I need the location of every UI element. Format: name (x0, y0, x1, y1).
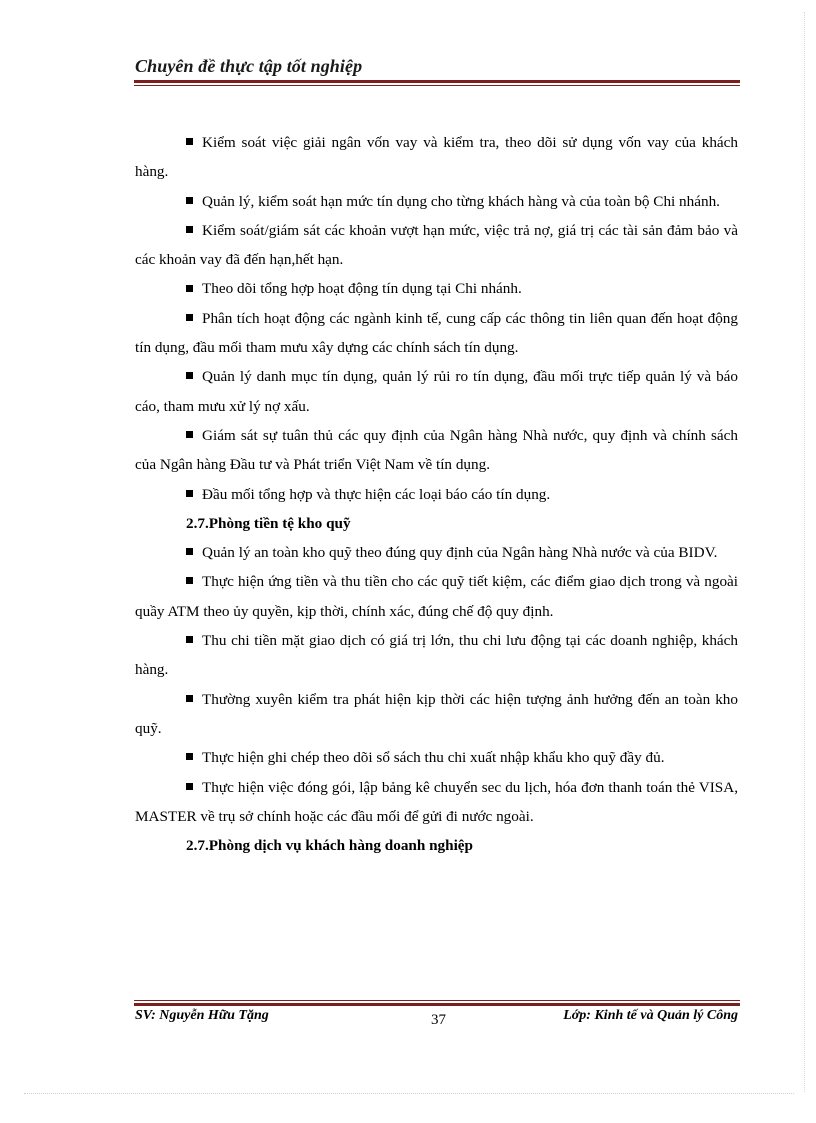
square-bullet-icon (186, 636, 193, 643)
bullet-paragraph: Quản lý, kiểm soát hạn mức tín dụng cho từng khách hàng và của toàn bộ Chi nhánh. (135, 187, 738, 216)
page-footer (135, 1008, 738, 1032)
square-bullet-icon (186, 783, 193, 790)
footer-student-name: SV: Nguyễn Hữu Tặng (135, 1008, 269, 1023)
footer-rule (134, 1000, 740, 1006)
bullet-paragraph: Thu chi tiền mặt giao dịch có giá trị lớn, thu chi lưu động tại các doanh nghiệp, khách hàng. (135, 632, 738, 679)
bullet-paragraph: Kiểm soát việc giải ngân vốn vay và kiểm tra, theo dõi sử dụng vốn vay của khách hàng. (135, 134, 738, 181)
square-bullet-icon (186, 548, 193, 555)
square-bullet-icon (186, 490, 193, 497)
square-bullet-icon (186, 138, 193, 145)
bullet-paragraph: Thực hiện việc đóng gói, lập bảng kê chuyển sec du lịch, hóa đơn thanh toán thẻ VISA, MASTER về trụ sở chính hoặc các đầu mối để gửi đi nước ngoài. (135, 778, 738, 825)
page-right-margin-line (804, 12, 805, 1092)
page-number: 37 (431, 1012, 446, 1028)
header-rule (134, 80, 740, 86)
bullet-paragraph: Quản lý an toàn kho quỹ theo đúng quy định của Ngân hàng Nhà nước và của BIDV. (135, 538, 738, 567)
square-bullet-icon (186, 285, 193, 292)
bullet-paragraph: Phân tích hoạt động các ngành kinh tế, cung cấp các thông tin liên quan đến hoạt động tín dụng, đầu mối tham mưu xây dựng các chính sách tín dụng. (135, 309, 738, 357)
square-bullet-icon (186, 226, 193, 233)
bullet-paragraph: Quản lý danh mục tín dụng, quản lý rủi ro tín dụng, đầu mối trực tiếp quản lý và báo cáo, tham mưu xử lý nợ xấu. (135, 368, 738, 415)
footer-class-name: Lớp: Kinh tế và Quản lý Công (563, 1008, 738, 1023)
bullet-paragraph: Thực hiện ghi chép theo dõi sổ sách thu chi xuất nhập khẩu kho quỹ đầy đủ. (135, 743, 738, 772)
square-bullet-icon (186, 372, 193, 379)
section-heading: 2.7.Phòng dịch vụ khách hàng doanh nghiệp (186, 837, 473, 855)
bullet-paragraph: Giám sát sự tuân thủ các quy định của Ngân hàng Nhà nước, quy định và chính sách của Ngân hàng Đầu tư và Phát triển Việt Nam về tín dụng. (135, 426, 738, 474)
square-bullet-icon (186, 314, 193, 321)
square-bullet-icon (186, 431, 193, 438)
page-header-title: Chuyên đề thực tập tốt nghiệp (135, 56, 363, 76)
square-bullet-icon (186, 197, 193, 204)
bullet-paragraph: Đầu mối tổng hợp và thực hiện các loại báo cáo tín dụng. (135, 480, 738, 509)
bullet-paragraph: Thường xuyên kiểm tra phát hiện kịp thời các hiện tượng ảnh hưởng đến an toàn kho quỹ. (135, 690, 738, 737)
bullet-paragraph: Kiểm soát/giám sát các khoản vượt hạn mức, việc trả nợ, giá trị các tài sản đảm bảo và các khoản vay đã đến hạn,hết hạn. (135, 221, 738, 269)
document-body (135, 128, 738, 860)
page-bottom-margin-line (24, 1093, 794, 1094)
bullet-paragraph: Thực hiện ứng tiền và thu tiền cho các quỹ tiết kiệm, các điểm giao dịch trong và ngoài quầy ATM theo ủy quyền, kịp thời, chính xác, đúng chế độ quy định. (135, 573, 738, 620)
square-bullet-icon (186, 695, 193, 702)
section-heading: 2.7.Phòng tiền tệ kho quỹ (186, 514, 351, 532)
bullet-paragraph: Theo dõi tổng hợp hoạt động tín dụng tại Chi nhánh. (135, 274, 738, 303)
square-bullet-icon (186, 753, 193, 760)
square-bullet-icon (186, 577, 193, 584)
